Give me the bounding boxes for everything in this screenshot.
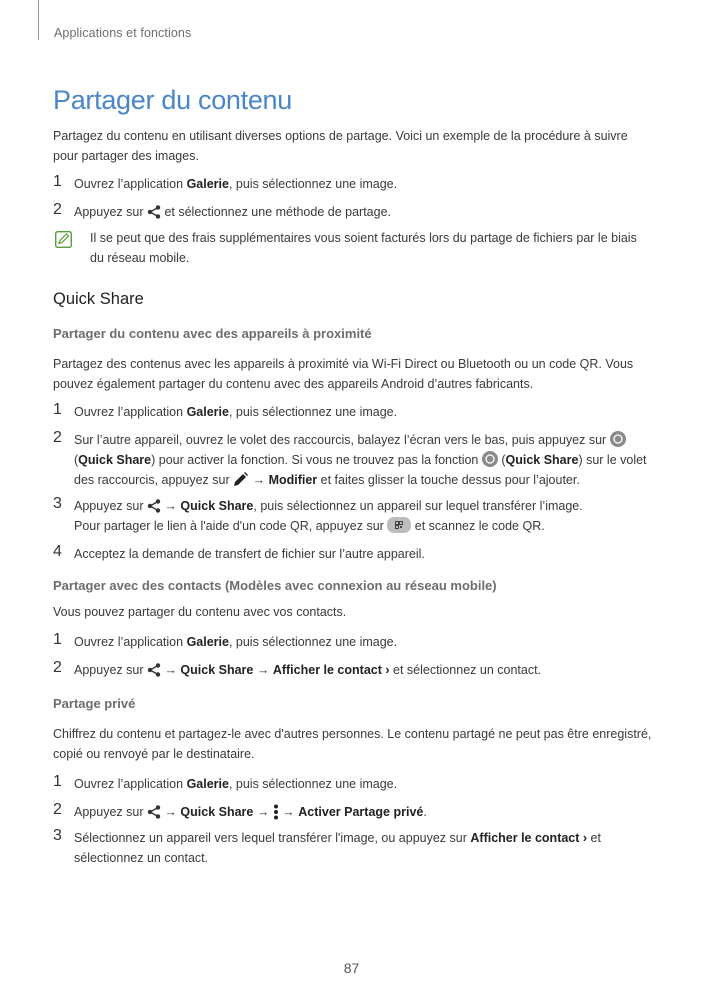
margin-rule [38,0,39,40]
intro-text: Partagez du contenu en utilisant diverses options de partage. Voici un exemple de la procédure à suivre pour partager des images. [53,129,628,163]
page-title: Partager du contenu [53,85,292,115]
qr-code-icon [387,517,411,533]
share-icon [147,663,161,677]
section-header: Applications et fonctions [54,26,192,40]
quick-share-icon [482,451,498,467]
share-icon [147,205,161,219]
share-step-1: 1 Ouvrez l’application Galerie, puis sélectionnez une image. [53,173,398,191]
nearby-heading: Partager du contenu avec des appareils à proximité [53,326,372,341]
private-intro: Chiffrez du contenu et partagez-le avec d'autres personnes. Le contenu partagé ne peut pas être enregistré, copié ou renvoyé par le destinataire. [53,727,652,761]
pencil-icon [233,472,249,487]
quick-share-heading: Quick Share [53,290,144,308]
share-icon [147,805,161,819]
private-step-1: 1 Ouvrez l’application Galerie, puis sélectionnez une image. [53,773,398,791]
page-number: 87 [343,960,360,976]
nearby-step-3: 3 Appuyez sur → Quick Share, puis sélectionnez un appareil sur lequel transférer l’image. Pour partager le lien à l'aide d'un code QR, appuyez sur et scannez le code QR. [53,495,583,533]
nearby-step-4: 4 Acceptez la demande de transfert de fichier sur l’autre appareil. [53,543,425,561]
contacts-step-2: 2 Appuyez sur → Quick Share → Afficher le contact › et sélectionnez un contact. [53,659,542,677]
private-step-3: 3 Sélectionnez un appareil vers lequel transférer l'image, ou appuyez sur Afficher le contact › et sélectionnez un contact. [53,827,601,865]
nearby-step-2: 2 Sur l’autre appareil, ouvrez le volet des raccourcis, balayez l’écran vers le bas, puis appuyez sur (Quick Share) pour activer la fonction. Si vous ne trouvez pas la fonction (Quick Share) sur le volet des raccourcis, appuyez sur → Modifier et faites glisser la touche dessus pour l’ajouter. [53,429,647,487]
page-content [53,84,653,868]
nearby-step-1: 1 Ouvrez l’application Galerie, puis sélectionnez une image. [53,401,398,419]
nearby-intro: Partagez des contenus avec les appareils à proximité via Wi-Fi Direct ou Bluetooth ou un code QR. Vous pouvez également partager du contenu avec des appareils Android d’autres fabricants. [53,357,634,391]
note-icon [55,231,72,248]
contacts-heading: Partager avec des contacts (Modèles avec connexion au réseau mobile) [53,578,497,593]
private-step-2: 2 Appuyez sur → Quick Share → → Activer Partage privé. [53,801,427,819]
note-text: Il se peut que des frais supplémentaires vous soient facturés lors du partage de fichiers par le biais du réseau mobile. [90,231,637,265]
share-icon [147,499,161,513]
contacts-intro: Vous pouvez partager du contenu avec vos contacts. [53,605,347,619]
share-step-2: 2 Appuyez sur et sélectionnez une méthode de partage. [53,201,391,219]
private-heading: Partage privé [53,696,136,711]
note-block [53,228,653,268]
quick-share-icon [610,431,626,447]
contacts-step-1: 1 Ouvrez l’application Galerie, puis sélectionnez une image. [53,631,398,649]
